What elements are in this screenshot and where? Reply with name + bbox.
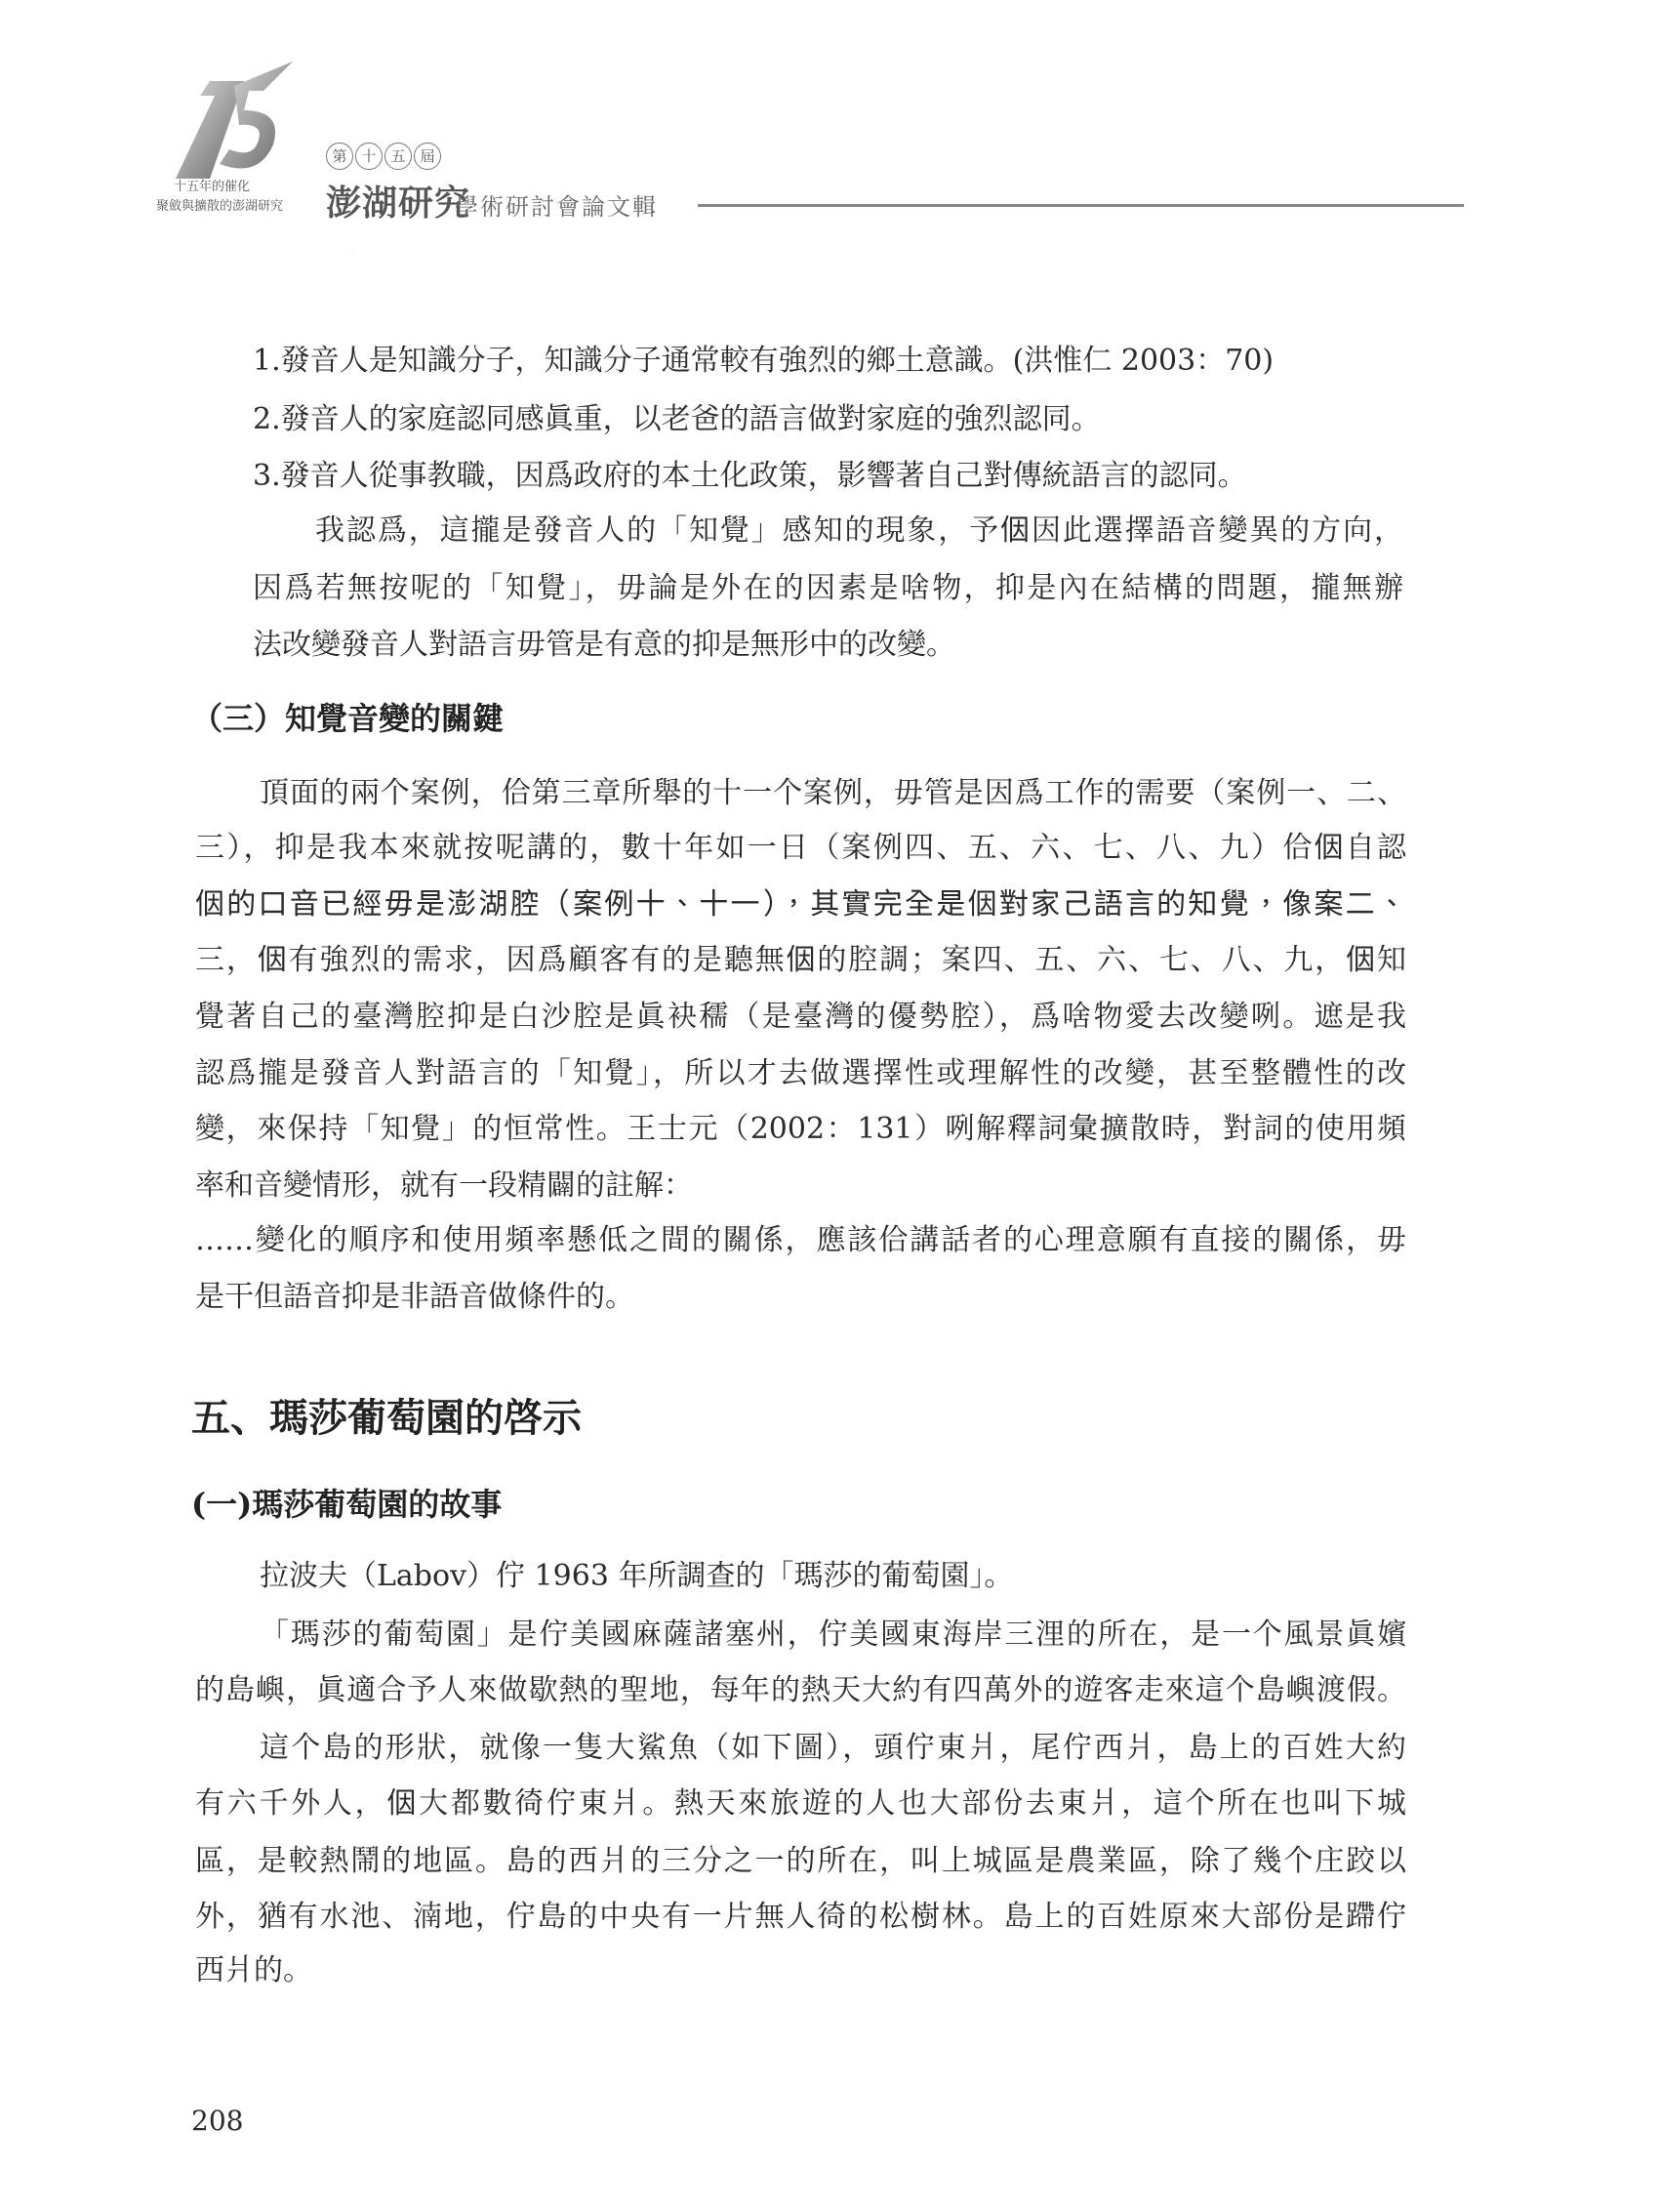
list-item: 2.發音人的家庭認同感眞重，以老爸的語言做對家庭的強烈認同。: [253, 402, 1101, 436]
list-item: 1.發音人是知識分子，知識分子通常較有強烈的鄉土意識。(洪惟仁 2003：70): [253, 344, 1275, 378]
chapter-heading: 五、瑪莎葡萄園的啓示: [191, 1395, 582, 1441]
journal-title: 澎湖研究: [326, 183, 471, 224]
edition-char: 屆: [414, 143, 441, 170]
paragraph-line: 變，來保持「知覺」的恒常性。王士元（2002：131）咧解釋詞彙擴散時，對詞的使用頻: [195, 1112, 1406, 1146]
paragraph-line: 覺著自己的臺灣腔抑是白沙腔是眞袂穤（是臺灣的優勢腔），爲啥物愛去改變咧。遮是我: [195, 1000, 1406, 1034]
paragraph-line: 區，是較熱鬧的地區。島的西爿的三分之一的所在，叫上城區是農業區，除了幾个庄跤以: [195, 1844, 1406, 1878]
logo-caption-1: 十五年的催化: [174, 180, 251, 194]
header-rule: [698, 204, 1464, 207]
paragraph-line: 法改變發音人對語言毋管是有意的抑是無形中的改變。: [253, 628, 955, 662]
page-number: 208: [191, 2105, 244, 2137]
paragraph-line: 有六千外人，𪜶大都數徛佇東爿。熱天來旅遊的人也大部份去東爿，這个所在也叫下城: [195, 1786, 1406, 1821]
paragraph-line: 這个島的形狀，就像一隻大鯊魚（如下圖），頭佇東爿，尾佇西爿，島上的百姓大約: [260, 1731, 1406, 1765]
edition-char: 十: [355, 143, 383, 170]
paragraph-line: 西爿的。: [195, 1953, 312, 1987]
paragraph-line: 我認爲，這攏是發音人的「知覺」感知的現象，予𪜶因此選擇語音變異的方向，: [315, 513, 1403, 548]
edition-char: 五: [384, 143, 412, 170]
paragraph-line: 三，𪜶有強烈的需求，因爲顧客有的是聽無𪜶的腔調；案四、五、六、七、八、九，𪜶知: [195, 943, 1406, 977]
journal-subtitle: 學術研討會論文輯: [455, 193, 658, 221]
paragraph-line: 「瑪莎的葡萄園」是佇美國麻薩諸塞州，佇美國東海岸三浬的所在，是一个風景眞嬪: [260, 1618, 1406, 1652]
paragraph-line: 的島嶼，眞適合予人來做歇熱的聖地，每年的熱天大約有四萬外的遊客走來這个島嶼渡假。: [195, 1673, 1406, 1707]
edition-char: 第: [326, 143, 353, 170]
logo-number: 15: [351, 252, 353, 253]
section-heading: （三）知覺音變的關鍵: [191, 700, 505, 737]
paragraph-line: 𪜶的口音已經毋是澎湖腔（案例十、十一），其實完全是𪜶對家己語言的知覺，像案二、: [195, 887, 1406, 922]
paragraph-line: 外，猶有水池、湳地，佇島的中央有一片無人徛的松樹林。島上的百姓原來大部份是蹛佇: [195, 1900, 1406, 1934]
paragraph-line: 拉波夫（Labov）佇 1963 年所調查的「瑪莎的葡萄園」。: [260, 1559, 1014, 1593]
paragraph-line: 因爲若無按呢的「知覺」，毋論是外在的因素是啥物，抑是內在結構的問題，攏無辦: [253, 571, 1403, 605]
paragraph-line: 頂面的兩个案例，佮第三章所舉的十一个案例，毋管是因爲工作的需要（案例一、二、: [260, 776, 1406, 810]
quote-line: 是干但語音抑是非語音做條件的。: [195, 1280, 634, 1314]
list-item: 3.發音人從事教職，因爲政府的本土化政策，影響著自己對傳統語言的認同。: [253, 459, 1247, 493]
paragraph-line: 三），抑是我本來就按呢講的，數十年如一日（案例四、五、六、七、八、九）佮𪜶自認: [195, 831, 1406, 865]
logo-caption-2: 聚斂與擴散的澎湖研究: [156, 199, 284, 214]
paragraph-line: 認爲攏是發音人對語言的「知覺」，所以才去做選擇性或理解性的改變，甚至整體性的改: [195, 1056, 1406, 1090]
paragraph-line: 率和音變情形，就有一段精闢的註解：: [195, 1168, 693, 1203]
quote-line: ……變化的順序和使用頻率懸低之間的關係，應該佮講話者的心理意願有直接的關係，毋: [195, 1223, 1406, 1257]
section-heading: (一)瑪莎葡萄園的故事: [191, 1486, 503, 1523]
